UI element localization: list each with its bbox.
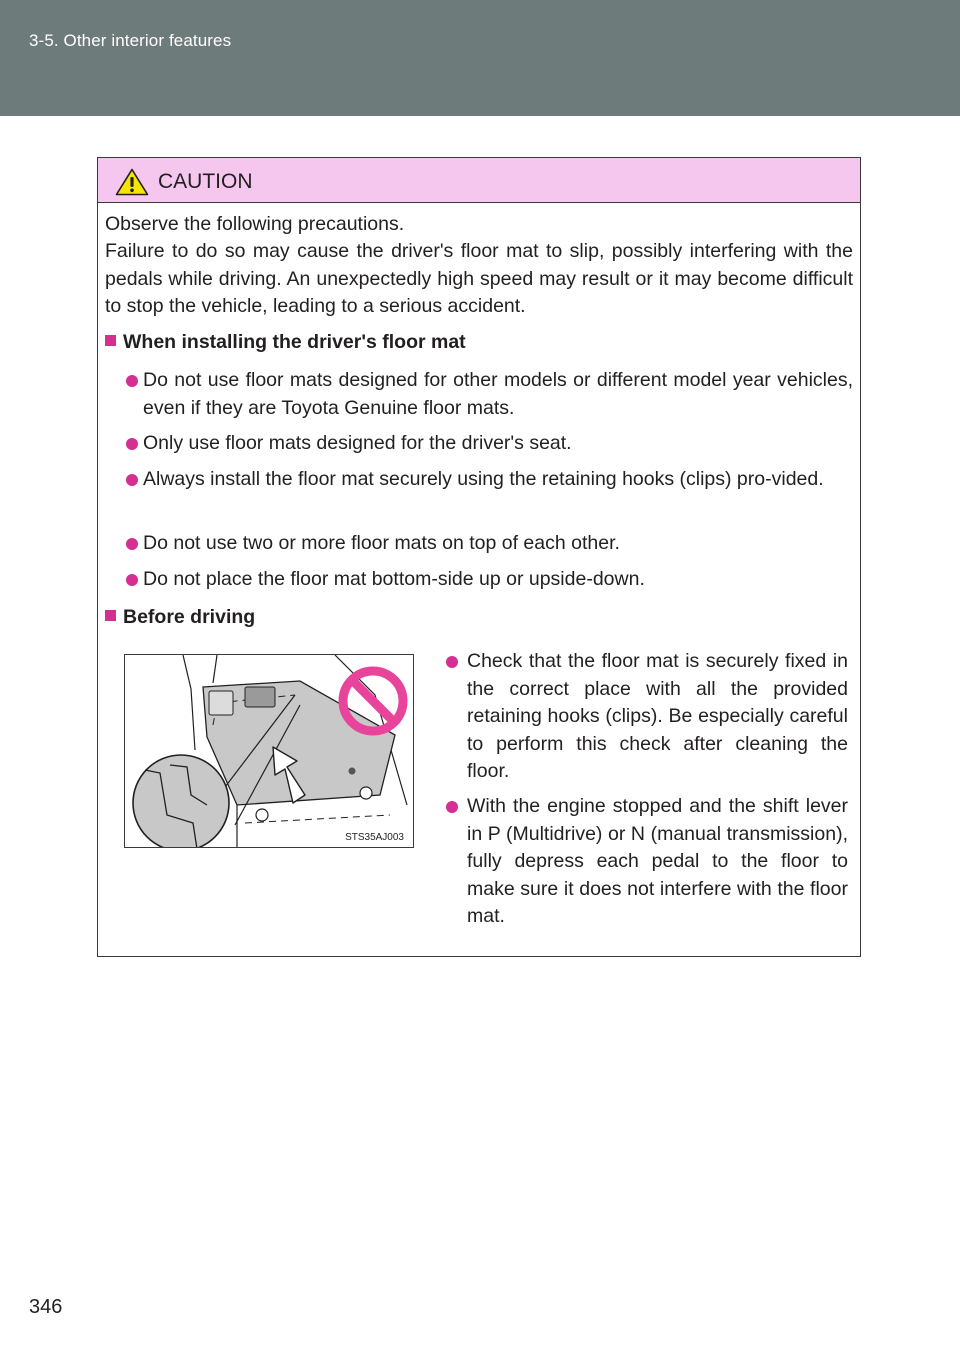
- bullet-dot-icon: [446, 801, 458, 813]
- list-item: [443, 648, 848, 786]
- header-band: [0, 0, 960, 116]
- list-item: [123, 530, 853, 558]
- list-item: [123, 367, 853, 422]
- list-item-text: Check that the floor mat is securely fixed in the correct place with all the provided retaining hooks (clips). Be especially careful to perform this check after cleaning the floor.: [467, 650, 848, 782]
- list-item: [123, 566, 853, 594]
- list-item-text: Do not use two or more floor mats on top of each other.: [143, 532, 620, 554]
- bullet-dot-icon: [446, 656, 458, 668]
- floor-mat-drawing: [125, 655, 414, 848]
- bullet-dot-icon: [126, 574, 138, 586]
- list-item: [123, 430, 853, 458]
- square-bullet-icon: [105, 335, 116, 346]
- subheading-before-driving: [105, 606, 255, 629]
- square-bullet-icon: [105, 610, 116, 621]
- subheading-installing: [105, 331, 466, 354]
- subheading-installing-text: When installing the driver's floor mat: [123, 331, 466, 353]
- section-title: 3-5. Other interior features: [29, 31, 232, 50]
- list-item-text: Do not use floor mats designed for other models or different model year vehicles, even if they are Toyota Genuine floor mats.: [143, 369, 853, 419]
- list-item-text: With the engine stopped and the shift lever in P (Multidrive) or N (manual transmission), fully depress each pedal to the floor to make sure it does not interfere with the floor mat.: [467, 795, 848, 927]
- subheading-before-driving-text: Before driving: [123, 606, 256, 628]
- bullet-dot-icon: [126, 375, 138, 387]
- intro-line-1: Observe the following precautions.: [105, 213, 405, 235]
- intro-paragraph: Failure to do so may cause the driver's floor mat to slip, possibly interfering with the pedals while driving. An unexpectedly high speed may result or it may become difficult to stop the vehicle, leading to a serious accident.: [105, 240, 853, 317]
- bullet-dot-icon: [126, 438, 138, 450]
- warning-triangle-icon: [115, 168, 149, 196]
- bullet-dot-icon: [126, 474, 138, 486]
- list-item: [123, 466, 853, 494]
- list-item-text: Only use floor mats designed for the driver's seat.: [143, 432, 572, 454]
- bullet-dot-icon: [126, 538, 138, 550]
- caution-header: [98, 158, 860, 203]
- floor-mat-illustration: [124, 654, 414, 848]
- page-number: 346: [29, 1296, 63, 1318]
- list-item: [443, 793, 848, 931]
- list-item-text: Do not place the floor mat bottom-side up or upside-down.: [143, 568, 645, 590]
- caution-label: CAUTION: [158, 170, 253, 193]
- list-item-text: Always install the floor mat securely using the retaining hooks (clips) pro-vided.: [143, 468, 824, 490]
- caution-box: [97, 157, 861, 957]
- illustration-code: STS35AJ003: [345, 832, 404, 843]
